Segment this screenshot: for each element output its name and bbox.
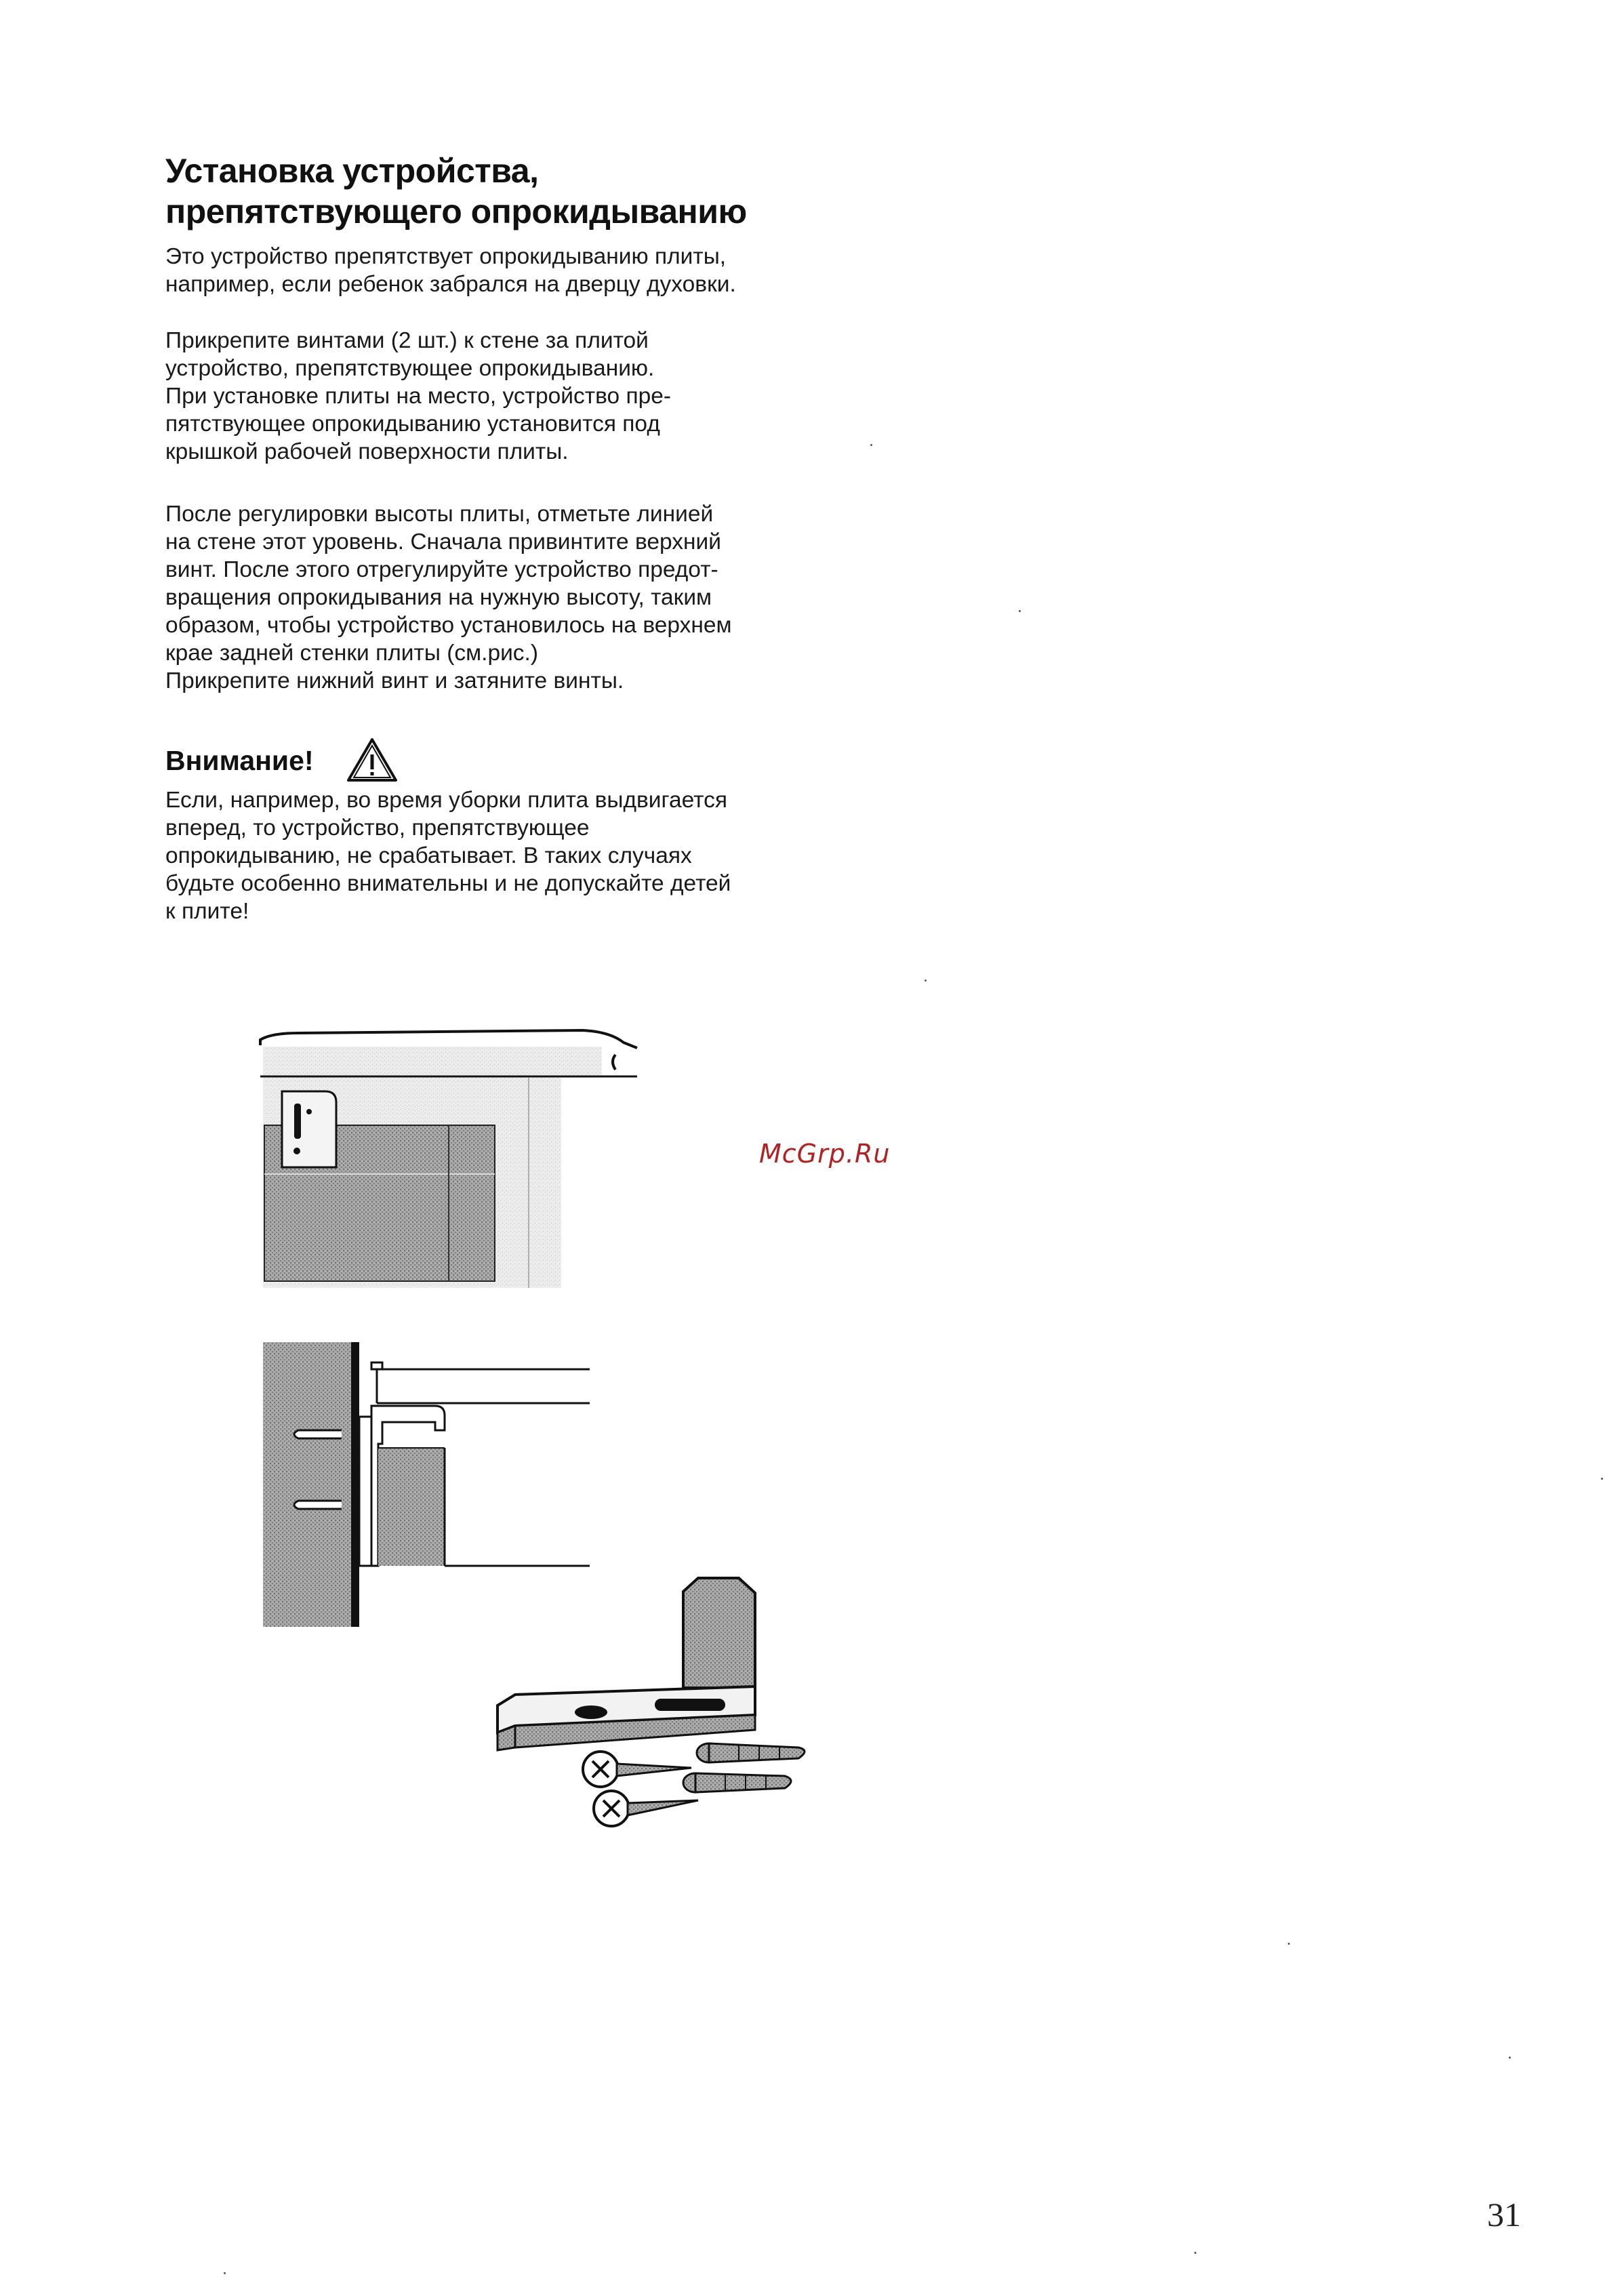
screw-1-icon [583,1752,691,1787]
text-line: Это устройство препятствует опрокидыванию плиты, [165,244,727,269]
scan-speck [870,444,872,446]
page-number: 31 [1487,2196,1521,2234]
scan-speck [925,979,927,982]
text-line: При установке плиты на место, устройство пре- [165,384,671,409]
text-line: опрокидыванию, не срабатывает. В таких случаях [165,843,692,868]
scan-speck [1194,2252,1196,2254]
scan-speck [1288,1943,1290,1945]
warning-heading: Внимание! [165,745,314,776]
scan-speck [1019,610,1021,612]
text-line: к плите! [165,899,249,924]
text-line: на стене этот уровень. Сначала привинтите верхний [165,529,721,554]
text-line: Прикрепите нижний винт и затяните винты. [165,668,624,693]
warning-paragraph [165,786,843,925]
screw-2-icon [594,1791,698,1826]
text-line: будьте особенно внимательны и не допускайте детей [165,871,731,896]
scan-speck [1509,2057,1511,2059]
text-line: вращения опрокидывания на нужную высоту, таким [165,585,712,610]
text-line: Если, например, во время уборки плита выдвигается [165,788,727,813]
mounting-paragraph [165,327,843,466]
scan-speck [224,2272,226,2274]
text-line: например, если ребенок забрался на дверцу духовки. [165,272,736,297]
stove-top-illustration [258,990,664,1288]
page-title [165,150,911,232]
text-line: устройство, препятствующее опрокидыванию. [165,356,655,381]
bracket-and-screws-illustration [495,1573,820,1864]
dowel-1-icon [697,1743,805,1762]
text-line: Прикрепите винтами (2 шт.) к стене за плитой [165,328,649,353]
text-line: крышкой рабочей поверхности плиты. [165,439,569,464]
text-line: вперед, то устройство, препятствующее [165,815,590,841]
title-line-1: Установка устройства, [165,152,539,190]
dowel-2-icon [683,1773,791,1792]
text-line: После регулировки высоты плиты, отметьте линией [165,502,714,527]
adjustment-paragraph [165,500,843,695]
warning-triangle-icon [346,737,399,783]
title-line-2: препятствующего опрокидыванию [165,193,747,230]
text-line: пятствующее опрокидыванию установится под [165,411,660,437]
text-line: винт. После этого отрегулируйте устройство предот- [165,557,718,582]
watermark: McGrp.Ru [759,1139,891,1169]
intro-paragraph [165,243,843,298]
text-line: образом, чтобы устройство установилось на верхнем [165,613,732,638]
text-line: крае задней стенки плиты (см.рис.) [165,641,539,666]
scan-speck [1601,1478,1603,1480]
